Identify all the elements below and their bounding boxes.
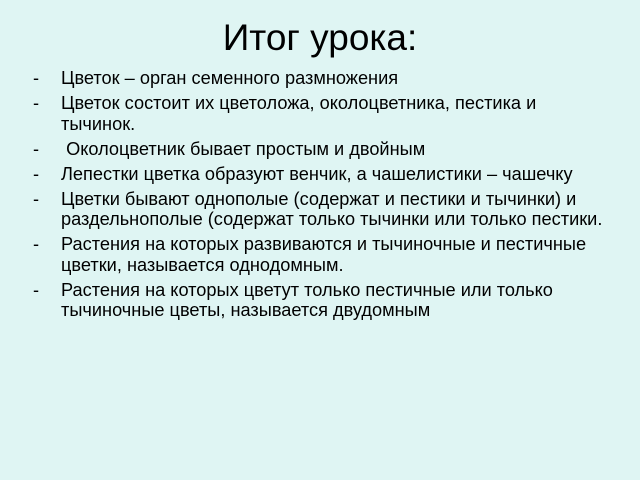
bullet-item <box>33 139 613 160</box>
bullet-text: Растения на которых развиваются и тычиночные и пестичные цветки, называется однодомным. <box>61 234 587 275</box>
bullet-item <box>33 68 613 89</box>
bullet-item <box>33 164 613 185</box>
bullet-item <box>33 189 613 230</box>
bullet-text: Цветок состоит их цветоложа, околоцветника, пестика и тычинок. <box>61 93 537 134</box>
bullet-marker: - <box>33 163 40 184</box>
bullet-item <box>33 234 613 275</box>
bullet-marker: - <box>33 234 40 254</box>
bullet-text: Цветок – орган семенного размножения <box>61 68 399 88</box>
bullet-text: Околоцветник бывает простым и двойным <box>61 138 426 159</box>
bullet-list <box>33 68 613 325</box>
bullet-marker: - <box>33 188 40 209</box>
bullet-marker: - <box>33 68 40 88</box>
bullet-text: Цветки бывают однополые (содержат и пестики и тычинки) и раздельнополые (содержат только тычинки или только пестики. <box>61 188 603 229</box>
bullet-item <box>33 93 613 134</box>
bullet-marker: - <box>33 93 40 113</box>
bullet-marker: - <box>33 138 40 159</box>
bullet-text: Растения на которых цветут только пестичные или только тычиночные цветы, называется двудомным <box>61 279 553 320</box>
bullet-item <box>33 280 613 321</box>
slide-title: Итог урока: <box>222 17 418 58</box>
bullet-text: Лепестки цветка образуют венчик, а чашелистики – чашечку <box>61 163 573 184</box>
bullet-marker: - <box>33 279 40 300</box>
